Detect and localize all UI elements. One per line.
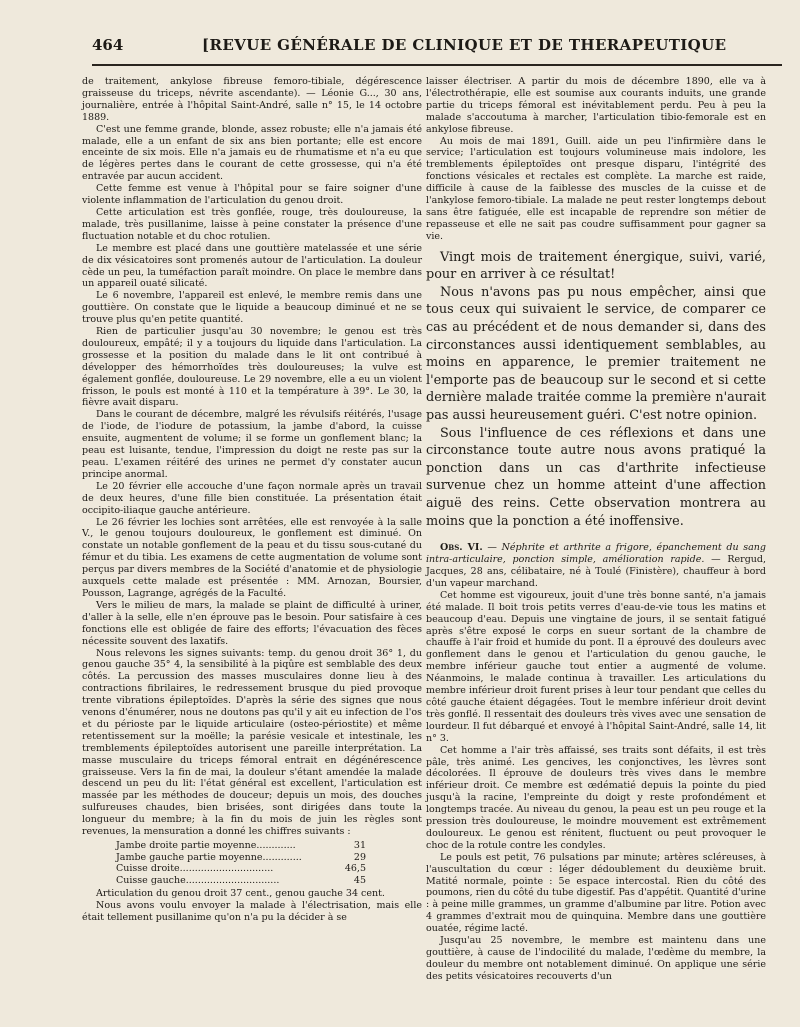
paragraph: Le 26 février les lochies sont arrêtées, elle est renvoyée à la salle V., le genou toujours douloureux, le gonflement est diminué. On constate un notable gonflement de la peau et du tissu sous-cutané du fémur et du tibia. Les examens de cette augmentation de volume sont perçus par divers membres de la Société d'anatomie et de physiologie auxquels cette malade est présentée : MM. Arnozan, Boursier, Pousson, Lagrange, agrégés de la Faculté. bbox=[82, 516, 422, 599]
measure-label: Cuisse gauche............................... bbox=[116, 874, 280, 886]
observation-heading bbox=[426, 542, 766, 590]
paragraph: Le 6 novembre, l'appareil est enlevé, le membre remis dans une gouttière. On constate que le liquide a beaucoup diminué et ne se trouve plus qu'en petite quantité. bbox=[82, 290, 422, 326]
measure-label: Jambe gauche partie moyenne............. bbox=[116, 851, 302, 863]
page-header bbox=[92, 36, 782, 62]
table-row bbox=[116, 852, 366, 864]
paragraph: Nous avons voulu envoyer la malade à l'électrisation, mais elle était tellement pusillanime qu'on n'a pu la décider à se bbox=[82, 900, 422, 924]
measure-value: 45 bbox=[353, 874, 366, 886]
paragraph: Au mois de mai 1891, Guill. aide un peu l'infirmière dans le service; l'articulation est toujours volumineuse mais indolore, les tremblements épileptoïdes ont presque disparu, l'intégrité des fonctions vésicales et rectales est complète. La marche est raide, difficile à cause de la faiblesse des muscles de la cuisse et de l'ankylose femoro-tibiale. La malade ne peut rester longtemps debout sans être fatiguée, elle est incapable de reprendre son métier de repasseuse et elle ne sait pas coudre suffisamment pour gagner sa vie. bbox=[426, 135, 766, 242]
paragraph: Cet homme est vigoureux, jouit d'une très bonne santé, n'a jamais été malade. Il boit trois petits verres d'eau-de-vie tous les matins et beaucoup d'eau. Depuis une vingtaine de jours, il se sentait fatigué après s'être exposé le corps en sueur sortant de la chambre de chauffe à l'air froid et humide du pont. Il a éprouvé des douleurs avec gonflement dans le genou et l'articulation du genou gauche, le membre inférieur gauche tout entier a augmenté de volume. Néanmoins, le malade continua à travailler. Les articulations du membre inférieur droit furent prises à leur tour pendant que celles du côté gauche étaient dégagées. Tout le membre inférieur droit devint très gonflé. Il ressentait des douleurs très vives avec une sensation de lourdeur. Il fut débarqué et envoyé à l'hôpital Saint-André, salle 14, lit n° 3. bbox=[426, 589, 766, 744]
paragraph: C'est une femme grande, blonde, assez robuste; elle n'a jamais été malade, elle a un enfant de six ans bien portante; elle est encore enceinte de six mois. Elle n'a jamais eu de rhumatisme et n'a eu que de légères pertes dans le courant de cette grossesse, qui n'a été entravée par aucun accident. bbox=[82, 123, 422, 183]
paragraph: Rien de particulier jusqu'au 30 novembre; le genou est très douloureux, empâté; il y a toujours du liquide dans l'articulation. La grossesse et la position du malade dans le lit ont contribué à développer des hémorrhoïdes très douloureuses; la vulve est également gonflée, douloureuse. Le 29 novembre, elle a eu un violent frisson, le pouls est monté à 110 et la température à 39°. Le 30, la fièvre avait disparu. bbox=[82, 326, 422, 409]
paragraph: Jusqu'au 25 novembre, le membre est maintenu dans une gouttière, à cause de l'indocilité du malade, l'œdème du membre, la douleur du membre ont notablement diminué. On applique une série des petits vésicatoires recouverts d'un bbox=[426, 935, 766, 982]
paragraph: Cette femme est venue à l'hôpital pour se faire soigner d'une violente inflammation de l'articulation du genou droit. bbox=[82, 183, 422, 207]
table-row bbox=[116, 840, 366, 852]
paragraph: Articulation du genou droit 37 cent., genou gauche 34 cent. bbox=[96, 888, 385, 900]
paragraph: de traitement, ankylose fibreuse femoro-tibiale, dégérescence graisseuse du triceps, névrite ascendante). — Léonie G..., 30 ans, journalière, entrée à l'hôpital Saint-André, salle n° 15, le 14 octobre 1889. bbox=[82, 76, 422, 123]
running-head: [REVUE GÉNÉRALE DE CLINIQUE ET DE THERAPEUTIQUE bbox=[202, 36, 727, 54]
observation-intro: — Rergud, Jacques, 28 ans, célibataire, né à Toulé (Finistère), chauffeur à bord d'un vapeur marchand. bbox=[426, 554, 766, 589]
measurement-table bbox=[116, 840, 366, 886]
right-column bbox=[426, 76, 766, 983]
paragraph: Nous relevons les signes suivants: temp. du genou droit 36° 1, du genou gauche 35° 4, la sensibilité à la piqûre est semblable des deux côtés. La percussion des masses musculaires donne lieu à des contractions fibrilaires, le redressement brusque du pied provoque trente vibrations épileptoïdes. D'après la série des signes que nous venons d'énumérer, nous ne doutons pas qu'il y ait eu infection de l'os et du périoste par le liquide articulaire (osteo-périostite) et même retentissement sur la moëlle; la parésie vesicale et intestinale, les tremblements épileptoïdes autorisent une pareille interprétation. La masse musculaire du triceps fémoral entrait en dégénérescence graisseuse. Vers la fin de mai, la douleur s'étant amendée la malade descend un peu du lit: l'état général est excellent, l'articulation est massée par les méthodes de douceur; depuis un mois, des douches sulfureuses chaudes, bien brisées, sont dirigées dans toute la longueur du membre; à la fin du mois de juin les règles sont revenues, la mensuration a donné les chiffres suivants : bbox=[82, 647, 422, 838]
measure-value: 31 bbox=[353, 840, 366, 851]
paragraph: Le pouls est petit, 76 pulsations par minute; artères scléreuses, à l'auscultation du cœur : léger dédoublement du deuxième bruit. Matité normale, pointe : 5e espace intercostal. Rien du côté des poumons, rien du côté du tube digestif. Pas d'appétit. Quantité d'urine : à peine mille grammes, un gramme d'albumine par litre. Potion avec 4 grammes d'extrait mou de quinquina. Membre dans une gouttière ouatée, régime lacté. bbox=[426, 851, 766, 935]
paragraph: Cette articulation est très gonflée, rouge, très douloureuse, la malade, très pusillanime, laisse à peine constater la présence d'une fluctuation notable et du choc rotulien. bbox=[82, 206, 422, 242]
commentary-paragraph: Nous n'avons pas pu nous empêcher, ainsi que tous ceux qui suivaient le service, de comparer ce cas au précédent et de nous demander si, dans des circonstances aussi identiquement semblables, au moins en apparence, le premier traitement ne l'emporte pas de beaucoup sur le second et si cette dernière malade traitée comme la première n'aurait pas aussi heureusement guéri. C'est notre opinion. bbox=[426, 284, 766, 424]
measure-value: 46,5 bbox=[344, 863, 366, 875]
paragraph: Cet homme a l'air très affaissé, ses traits sont défaits, il est très pâle, très animé. Les gencives, les conjonctives, les lèvres sont décolorées. Il éprouve de douleurs très vives dans le membre inférieur droit. Ce membre est œdématié depuis la pointe du pied jusqu'à la racine, l'empreinte du doigt y reste profondément et longtemps tracée. Au niveau du genou, la peau est un peu rouge et la pression très douloureuse, le moindre mouvement est extrêmement douloureux. Le genou est rénitent, fluctuent ou peut provoquer le choc de la rotule contre les condyles. bbox=[426, 744, 766, 851]
table-row bbox=[116, 875, 366, 887]
paragraph: Dans le courant de décembre, malgré les révulsifs réitérés, l'usage de l'iode, de l'iodure de potassium, la jambe d'abord, la cuisse ensuite, augmentent de volume; il se forme un gonflement blanc; la peau est luisante, tendue, l'impression du doigt ne reste pas sur la peau. L'examen réitéré des urines ne permet d'y constater aucun principe anormal. bbox=[82, 409, 422, 480]
paragraph: Vers le milieu de mars, la malade se plaint de difficulté à uriner, d'aller à la selle, elle n'en éprouve pas le besoin. Pour satisfaire à ces fonctions elle est obligée de faire des efforts; l'évacuation des fèces nécessite souvent des laxatifs. bbox=[82, 599, 422, 647]
paragraph: Le membre est placé dans une gouttière matelassée et une série de dix vésicatoires sont promenés autour de l'articulation. La douleur cède un peu, la tuméfaction paraît moindre. On place le membre dans un appareil ouaté silicaté. bbox=[82, 242, 422, 290]
header-rule bbox=[92, 64, 782, 66]
left-column bbox=[82, 76, 422, 924]
measure-label: Cuisse droite............................... bbox=[116, 863, 274, 875]
page-number: 464 bbox=[92, 36, 124, 54]
commentary-paragraph: Vingt mois de traitement énergique, suivi, varié, pour en arriver à ce résultat! bbox=[426, 249, 766, 283]
table-row bbox=[116, 863, 366, 875]
paragraph: laisser électriser. A partir du mois de décembre 1890, elle va à l'électrothérapie, elle est soumise aux courants induits, une grande partie du triceps fémoral est inévitablement perdu. Peu à peu la malade s'accoutuma à marcher, l'articulation tibio-femorale est en ankylose fibreuse. bbox=[426, 76, 766, 135]
measure-value: 29 bbox=[353, 851, 366, 863]
paragraph: Le 20 février elle accouche d'une façon normale après un travail de deux heures, d'une fille bien constituée. La présentation était occipito-iliaque gauche antérieure. bbox=[82, 480, 422, 516]
measure-label: Jambe droite partie moyenne............. bbox=[116, 840, 296, 851]
commentary-paragraph: Sous l'influence de ces réflexions et dans une circonstance toute autre nous avons pratiqué la ponction dans un cas d'arthrite infectieuse survenue chez un homme atteint d'une affection aiguë des reins. Cette observation montrera au moins que la ponction a été inoffensive. bbox=[426, 425, 766, 529]
observation-title: — Néphrite et arthrite a frigore, épanchement du sang intra-articulaire, ponction simple, amélioration rapide. bbox=[426, 542, 766, 566]
observation-label: Obs. VI. bbox=[440, 542, 483, 554]
